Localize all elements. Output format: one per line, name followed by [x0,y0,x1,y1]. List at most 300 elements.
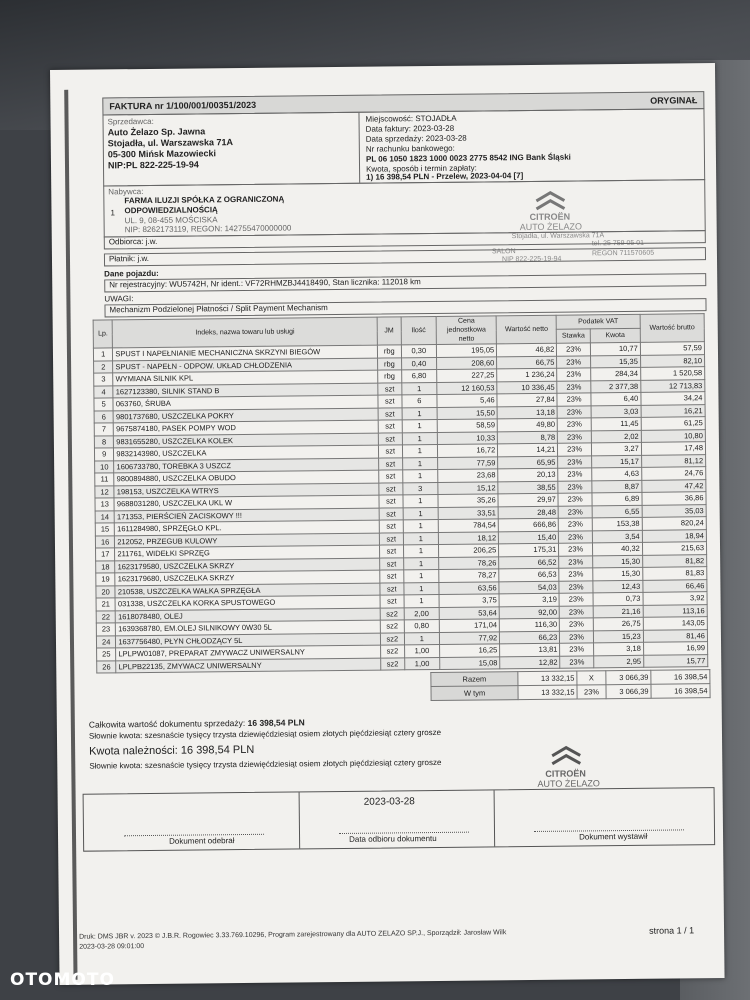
cell-rate: 23% [557,393,591,406]
cell-price: 15,08 [440,656,500,669]
buyer-address: UL. 9, 08-455 MOŚCISKA [124,215,218,226]
cell-rate: 23% [559,605,593,618]
seller-name: Auto Żelazo Sp. Jawna [107,126,206,138]
cell-name: SPUST - NAPEŁN - ODPOW. UKŁAD CHŁODZENIA [113,358,378,373]
cell-qty: 1 [401,382,437,395]
cell-name: 1623179580, USZCZELKA SKRZY [115,558,380,573]
binder-spine [64,90,77,980]
recipient: Odbiorca: j.w. [108,236,158,247]
cell-jm: szt [379,445,403,458]
cell-name: 031338, USZCZELKA KORKA SPUSTOWEGO [115,595,380,610]
razem-net: 13 332,15 [518,671,577,686]
cell-vat: 11,45 [591,417,641,430]
stamp-phone: tel. 25 759 05 01 [591,239,645,248]
buyer-label: Nabywca: [108,187,144,197]
cell-gross: 81,46 [643,629,707,642]
cell-jm: szt [379,495,403,508]
bank-account: PL 06 1050 1823 1000 0023 2775 8542 ING Bank Śląski [365,152,571,164]
cell-jm: szt [378,382,402,395]
cell-net: 38,55 [498,481,558,494]
seller-info-box [102,108,705,186]
col-lp: Lp. [93,320,113,348]
cell-net: 54,03 [499,581,559,594]
cell-lp: 22 [96,610,115,623]
cell-rate: 23% [558,505,592,518]
cell-gross: 215,63 [642,542,706,555]
cell-jm: szt [378,432,402,445]
seller-nip: NIP:PL 822-225-19-94 [107,159,199,171]
cell-vat: 0,73 [593,592,643,605]
cell-net: 13,18 [497,406,557,419]
cell-jm: sz2 [381,632,405,645]
due-label: Kwota należności: [89,744,178,758]
cell-rate: 23% [559,530,593,543]
cell-qty: 3 [402,482,438,495]
totals-table [430,669,710,701]
cell-qty: 0,40 [401,357,437,370]
original-label: ORYGINAŁ [650,95,698,106]
cell-price: 58,59 [437,419,497,432]
cell-vat: 3,18 [593,642,643,655]
cell-jm: rbg [378,357,402,370]
cell-lp: 15 [95,523,114,536]
invoice-title: FAKTURA nr 1/100/001/00351/2023 [109,99,257,112]
col-qty: Ilość [401,316,437,344]
wtym-gross: 16 398,54 [651,684,710,699]
cell-gross: 113,16 [643,604,707,617]
notes-label: UWAGI: [104,294,134,304]
cell-gross: 16,99 [643,642,707,655]
cell-rate: 23% [559,580,593,593]
cell-qty: 1 [403,557,439,570]
cell-gross: 66,46 [643,579,707,592]
col-vat: Kwota [590,328,640,343]
cell-net: 66,52 [499,556,559,569]
cell-lp: 1 [93,348,112,361]
words-label-2: Słownie kwota: [89,761,143,771]
items-body [93,342,707,673]
cell-vat: 4,63 [592,467,642,480]
cell-net: 46,82 [497,343,557,356]
cell-net: 15,40 [499,531,559,544]
cell-lp: 9 [94,448,113,461]
col-net: Wartość netto [496,315,556,344]
cell-rate: 23% [559,555,593,568]
otomoto-watermark: OTOMOTO [10,970,115,990]
col-name: Indeks, nazwa towaru lub usługi [112,317,377,348]
cell-rate: 23% [557,418,591,431]
cell-price: 15,12 [438,481,498,494]
wtym-vat: 3 066,39 [606,684,651,698]
cell-price: 3,75 [439,594,499,607]
cell-price: 10,33 [437,431,497,444]
cell-vat: 12,43 [593,580,643,593]
wtym-net: 13 332,15 [518,685,577,700]
buyer-name-1: FARMA ILUZJI SPÓŁKA Z OGRANICZONĄ [124,194,285,206]
cell-vat: 21,16 [593,605,643,618]
cell-price: 18,12 [439,531,499,544]
seller-label: Sprzedawca: [107,116,154,127]
cell-net: 66,53 [499,568,559,581]
cell-gross: 15,77 [643,654,707,667]
cell-rate: 23% [559,518,593,531]
seller-block [103,113,360,186]
cell-qty: 0,30 [401,344,437,357]
cell-lp: 13 [95,498,114,511]
cell-jm: szt [378,420,402,433]
cell-name: 1623179680, USZCZELKA SKRZY [115,570,380,585]
cell-lp: 20 [96,585,115,598]
cell-name: 171353, PIERŚCIEŃ ZACISKOWY !!! [114,508,379,523]
cell-jm: szt [379,457,403,470]
cell-gross: 17,48 [641,442,705,455]
cell-qty: 1 [402,457,438,470]
cell-lp: 4 [94,385,113,398]
words-label-1: Słownie kwota: [88,731,143,741]
cell-net: 66,75 [497,356,557,369]
razem-label: Razem [431,672,518,687]
cell-qty: 6 [401,394,437,407]
cell-lp: 16 [95,535,114,548]
cell-rate: 23% [557,405,591,418]
cell-lp: 21 [96,598,115,611]
cell-vat: 2 377,38 [591,380,641,393]
cell-jm: szt [380,557,404,570]
cell-price: 33,51 [438,506,498,519]
invoice-date: Data faktury: 2023-03-28 [365,123,455,134]
cell-lp: 19 [96,573,115,586]
cell-name: 211761, WIDEŁKI SPRZĘG [115,545,380,560]
cell-lp: 17 [96,548,115,561]
cell-lp: 26 [97,660,116,673]
cell-rate: 23% [558,468,592,481]
summary-due-line [89,744,254,758]
cell-rate: 23% [557,380,591,393]
cell-qty: 1 [403,582,439,595]
cell-name: LPLPW01087, PREPARAT ZMYWACZ UNIWERSALNY [116,645,381,660]
summary-total-line [89,717,305,729]
cell-gross: 81,82 [642,554,706,567]
cell-net: 92,00 [499,606,559,619]
cell-net: 29,97 [498,493,558,506]
cell-qty: 1 [404,632,440,645]
cell-net: 20,13 [498,468,558,481]
col-vat-group: Podatek VAT [556,314,640,329]
cell-qty: 6,80 [401,369,437,382]
cell-gross: 61,25 [641,417,705,430]
receipt-date-value: 2023-03-28 [363,796,415,808]
cell-vat: 3,54 [592,530,642,543]
cell-price: 171,04 [439,619,499,632]
cell-vat: 6,55 [592,505,642,518]
words-value-1: szesnaście tysięcy trzysta dziewięćdziesiąt osiem złotych pięćdziesiąt cztery grosze [144,727,442,741]
cell-jm: szt [379,520,403,533]
vehicle-details: Nr rejestracyjny: WU5742H, Nr ident.: VF72RHMZBJ4418490, Stan licznika: 112018 km [109,277,421,290]
cell-name: 210538, USZCZELKA WAŁKA SPRZĘGŁA [115,583,380,598]
cell-gross: 81,12 [641,454,705,467]
cell-qty: 1,00 [404,657,440,670]
cell-rate: 23% [559,543,593,556]
cell-price: 78,26 [439,556,499,569]
cell-jm: szt [378,395,402,408]
cell-rate: 23% [560,630,594,643]
cell-gross: 82,10 [640,354,704,367]
cell-rate: 23% [560,618,594,631]
wtym-rate: 23% [577,685,606,699]
stamp-company: AUTO ŻELAZO [519,221,583,233]
cell-name: 9688031280, USZCZELKA UKL W [114,495,379,510]
cell-name: 212052, PRZEGUB KULOWY [115,533,380,548]
cell-rate: 23% [558,443,592,456]
cell-net: 3,19 [499,593,559,606]
cell-jm: rbg [378,370,402,383]
cell-name: 1618078480, OLEJ [116,608,381,623]
cell-qty: 1 [402,419,438,432]
cell-name: 9801737680, USZCZELKA POKRY [113,408,378,423]
cell-vat: 284,34 [591,367,641,380]
cell-vat: 15,35 [590,355,640,368]
sig-divider-2 [494,790,496,846]
buyer-name-2: ODPOWIEDZIALNOŚCIĄ [124,205,218,216]
cell-jm: szt [380,582,404,595]
summary-words-1 [89,728,441,741]
cell-rate: 23% [559,593,593,606]
cell-jm: szt [379,532,403,545]
cell-price: 208,60 [437,356,497,369]
cell-qty: 1 [403,507,439,520]
cell-qty: 1 [403,569,439,582]
cell-price: 53,64 [439,606,499,619]
cell-lp: 23 [96,623,115,636]
cell-qty: 1 [403,544,439,557]
cell-price: 23,68 [438,469,498,482]
cell-jm: szt [380,570,404,583]
cell-vat: 10,77 [590,342,640,355]
cell-qty: 1 [404,594,440,607]
cell-gross: 143,05 [643,617,707,630]
cell-lp: 2 [94,360,113,373]
cell-price: 63,56 [439,581,499,594]
cell-vat: 15,23 [593,630,643,643]
stamp-nip: NIP 822-225-19-94 [501,255,562,264]
payment-terms: 1) 16 398,54 PLN - Przelew, 2023-04-04 [7] [366,171,524,182]
cell-vat: 6,40 [591,392,641,405]
cell-qty: 1 [403,519,439,532]
cell-jm: szt [380,595,404,608]
cell-rate: 23% [558,430,592,443]
cell-gross: 81,83 [643,567,707,580]
cell-net: 116,30 [500,618,560,631]
cell-net: 175,31 [499,543,559,556]
cell-net: 10 336,45 [497,381,557,394]
cell-rate: 23% [560,655,594,668]
cell-name: 9831655280, USZCZELKA KOLEK [114,433,379,448]
cell-lp: 8 [94,435,113,448]
cell-net: 1 236,24 [497,368,557,381]
cell-jm: szt [379,482,403,495]
cell-price: 12 160,53 [437,381,497,394]
footer-timestamp: 2023-03-28 09:01:00 [79,943,145,951]
cell-gross: 820,24 [642,517,706,530]
cell-vat: 40,32 [592,542,642,555]
cell-gross: 12 713,83 [641,379,705,392]
cell-lp: 25 [97,648,116,661]
cell-rate: 23% [557,343,591,356]
cell-name: 1606733780, TOREBKA 3 USZCZ [114,458,379,473]
cell-vat: 153,38 [592,517,642,530]
razem-rate: X [577,671,606,685]
summary-words-2 [89,758,441,771]
cell-qty: 1 [402,469,438,482]
cell-vat: 26,75 [593,617,643,630]
cell-jm: sz2 [381,657,405,670]
cell-vat: 3,27 [591,442,641,455]
cell-lp: 10 [95,460,114,473]
cell-jm: szt [380,545,404,558]
footer-print-info: Druk: DMS JBR v. 2023 © J.B.R. Rogowiec 3.33.769.10296, Program zarejestrowany dla AUTO ZELAZO SP.J., Sporządził: Jarosław Wilk [79,929,507,941]
signature-section [83,787,716,852]
cell-net: 65,95 [498,456,558,469]
cell-rate: 23% [558,455,592,468]
cell-gross: 1 520,58 [640,367,704,380]
cell-price: 77,92 [440,631,500,644]
buyer-nip: NIP: 8262173119, REGON: 142755470000000 [124,223,292,235]
received-by-label: Dokument odebrał [169,836,235,846]
cell-price: 195,05 [437,344,497,357]
cell-name: 063760, ŚRUBA [113,395,378,410]
cell-price: 206,25 [439,544,499,557]
receipt-date-label: Data odbioru dokumentu [349,833,437,844]
payment-label: Kwota, sposób i termin zapłaty: [366,163,477,174]
due-value: 16 398,54 PLN [180,743,255,757]
cell-gross: 35,03 [642,504,706,517]
cell-name: LPLPB22135, ZMYWACZ UNIWERSALNY [116,658,381,673]
cell-net: 28,48 [498,506,558,519]
stamp-salon: SALON [491,248,516,256]
cell-name: 9675874180, PASEK POMPY WOD [114,420,379,435]
col-price: Cena jednostkowa netto [436,316,496,345]
cell-price: 16,25 [440,644,500,657]
issued-by-label: Dokument wystawił [579,831,648,842]
sale-date: Data sprzedaży: 2023-03-28 [365,133,467,144]
cell-vat: 15,17 [591,455,641,468]
buyer-number: 1 [110,208,115,218]
cell-lp: 6 [94,410,113,423]
cell-rate: 23% [559,568,593,581]
cell-gross: 24,76 [641,467,705,480]
cell-price: 16,72 [438,444,498,457]
page-number: strona 1 / 1 [648,925,695,936]
cell-lp: 5 [94,398,113,411]
cell-rate: 23% [557,368,591,381]
cell-net: 8,78 [498,431,558,444]
cell-gross: 36,86 [642,492,706,505]
cell-jm: sz2 [380,620,404,633]
cell-net: 66,23 [500,631,560,644]
cell-rate: 23% [558,493,592,506]
seller-street: Stojadła, ul. Warszawska 71A [107,137,234,149]
cell-name: 1639368780, EM.OLEJ SILNIKOWY 0W30 5L [116,620,381,635]
cell-price: 78,27 [439,569,499,582]
vehicle-label: Dane pojazdu: [104,268,159,279]
cell-gross: 47,42 [642,479,706,492]
cell-net: 13,81 [500,643,560,656]
cell-qty: 1 [402,407,438,420]
wtym-label: W tym [431,686,518,701]
cell-jm: rbg [378,345,402,358]
cell-name: SPUST I NAPEŁNIANIE MECHANICZNA SKRZYNI BIEGÓW [113,345,378,360]
cell-gross: 57,59 [640,342,704,355]
col-gross: Wartość brutto [640,314,704,343]
cell-lp: 18 [96,560,115,573]
cell-net: 27,84 [497,393,557,406]
cell-vat: 8,87 [592,480,642,493]
cell-vat: 6,89 [592,492,642,505]
cell-rate: 23% [560,643,594,656]
cell-price: 15,50 [437,406,497,419]
cell-net: 12,82 [500,656,560,669]
cell-lp: 14 [95,510,114,523]
total-label: Całkowita wartość dokumentu sprzedaży: [88,717,246,730]
cell-gross: 16,21 [641,404,705,417]
cell-name: 9832143980, USZCZELKA [114,445,379,460]
payer: Płatnik: j.w. [108,253,150,264]
notes-text: Mechanizm Podzielonej Płatności / Split Payment Mechanism [109,303,328,315]
cell-jm: szt [378,407,402,420]
stamp-company-bottom: AUTO ŻELAZO [537,778,600,789]
cell-price: 784,54 [438,519,498,532]
cell-jm: sz2 [381,645,405,658]
cell-vat: 15,30 [593,555,643,568]
cell-lp: 12 [95,485,114,498]
account-label: Nr rachunku bankowego: [365,143,455,154]
cell-rate: 23% [558,480,592,493]
stamp-brand: CITROËN [529,211,571,222]
cell-net: 666,86 [498,518,558,531]
cell-gross: 3,92 [643,592,707,605]
cell-qty: 1 [402,494,438,507]
cell-vat: 2,95 [594,655,644,668]
cell-qty: 1,00 [404,644,440,657]
cell-price: 77,59 [438,456,498,469]
cell-vat: 15,30 [593,567,643,580]
cell-rate: 23% [557,355,591,368]
vehicle-row [104,273,706,292]
cell-price: 227,25 [437,369,497,382]
cell-lp: 24 [96,635,115,648]
cell-qty: 1 [403,532,439,545]
cell-lp: 7 [94,423,113,436]
razem-gross: 16 398,54 [651,670,710,685]
cell-qty: 2,00 [404,607,440,620]
stamp-address: Stojadła, ul. Warszawska 71A [511,232,605,241]
cell-name: 1627123380, SILNIK STAND B [113,383,378,398]
cell-price: 35,26 [438,494,498,507]
cell-name: 198153, USZCZELKA WTRYS [114,483,379,498]
cell-name: WYMIANA SILNIK KPL [113,370,378,385]
col-jm: JM [377,317,401,345]
stamp-brand-bottom: CITROËN [545,768,586,779]
stamp-regon: REGON 711570605 [591,249,655,258]
cell-qty: 1 [402,444,438,457]
cell-jm: sz2 [380,607,404,620]
totals-row-wtym [431,684,710,701]
cell-vat: 3,03 [591,405,641,418]
cell-net: 49,80 [497,418,557,431]
cell-net: 14,21 [498,443,558,456]
cell-name: 9800894880, USZCZELKA OBUDO [114,470,379,485]
items-table [93,313,709,673]
